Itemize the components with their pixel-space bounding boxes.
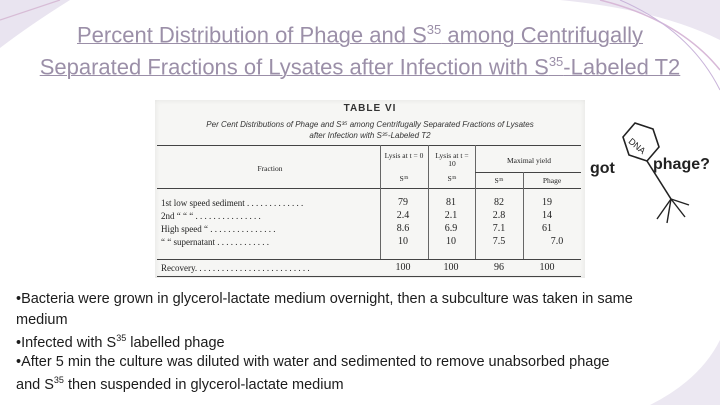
cell: 82 xyxy=(494,197,504,208)
slide-title-line-1: Percent Distribution of Phage and $S^{35}$ among Centrifugally xyxy=(76,22,643,48)
bullet-line-5: and $S^{35}$ then suspended in glycerol-lactate medium xyxy=(16,375,344,393)
row-label: 1st low speed sediment . . . . . . . . . . . . . xyxy=(161,198,304,208)
cell: 81 xyxy=(446,197,456,208)
bullet-line-2: medium xyxy=(16,312,68,328)
cell: 7.1 xyxy=(492,223,506,234)
cell: 79 xyxy=(398,197,408,208)
bullet-line-3: •Infected with $S^{35}$ labelled phage xyxy=(16,333,225,351)
bullet-line-1: •Bacteria were grown in glycerol-lactate medium overnight, then a subculture was taken in same xyxy=(16,291,633,307)
row-label-recovery: Recovery. . . . . . . . . . . . . . . . . . . . . . . . . . xyxy=(161,263,310,273)
slide-title-line-2: Separated Fractions of Lysates after Infection with $S^{35}$-Labeled T2 xyxy=(39,54,681,80)
header-fraction: Fraction xyxy=(257,164,283,173)
cell: 19 xyxy=(542,197,552,208)
cell: 8.6 xyxy=(396,223,410,234)
cell: 61 xyxy=(542,223,552,234)
dna-label: DNA xyxy=(626,136,648,156)
cell: 100 xyxy=(395,262,411,273)
row-label: High speed “ . . . . . . . . . . . . . . . xyxy=(161,224,276,234)
cell: 96 xyxy=(494,262,504,273)
table-caption-line-2: after Infection with S³⁵-Labeled T2 xyxy=(309,131,431,140)
row-label: 2nd “ “ “ . . . . . . . . . . . . . . . xyxy=(161,211,261,221)
cell: 2.4 xyxy=(396,210,410,221)
header-s35: S³⁵ xyxy=(399,174,409,183)
header-maximal-yield: Maximal yield xyxy=(507,156,551,165)
cell: 100 xyxy=(539,262,555,273)
header-s35: S³⁵ xyxy=(494,176,504,185)
scanned-table-image xyxy=(155,100,585,278)
cell: 7.0 xyxy=(550,236,564,247)
bullet-line-4: •After 5 min the culture was diluted with water and sedimented to remove unabsorbed phage xyxy=(16,354,610,370)
cell: 2.8 xyxy=(492,210,506,221)
table-number: TABLE VI xyxy=(343,103,397,114)
row-label: “ “ supernatant . . . . . . . . . . . . xyxy=(161,237,269,247)
cell: 10 xyxy=(398,236,408,247)
cell: 14 xyxy=(542,210,552,221)
sketch-phage-text: phage? xyxy=(653,156,710,173)
table-caption-line-1: Per Cent Distributions of Phage and S³⁵ among Centrifugally Separated Fractions of Lysates xyxy=(206,120,534,129)
cell: 7.5 xyxy=(492,236,506,247)
sketch-got-text: got xyxy=(590,160,615,177)
header-lysis-t0: Lysis at t = 0 xyxy=(384,151,424,160)
cell: 6.9 xyxy=(444,223,458,234)
cell: 10 xyxy=(446,236,456,247)
header-s35: S³⁵ xyxy=(447,174,457,183)
cell: 2.1 xyxy=(444,210,458,221)
header-phage: Phage xyxy=(542,176,562,185)
cell: 100 xyxy=(443,262,459,273)
header-lysis-t10: Lysis at t = 10 xyxy=(435,151,469,168)
